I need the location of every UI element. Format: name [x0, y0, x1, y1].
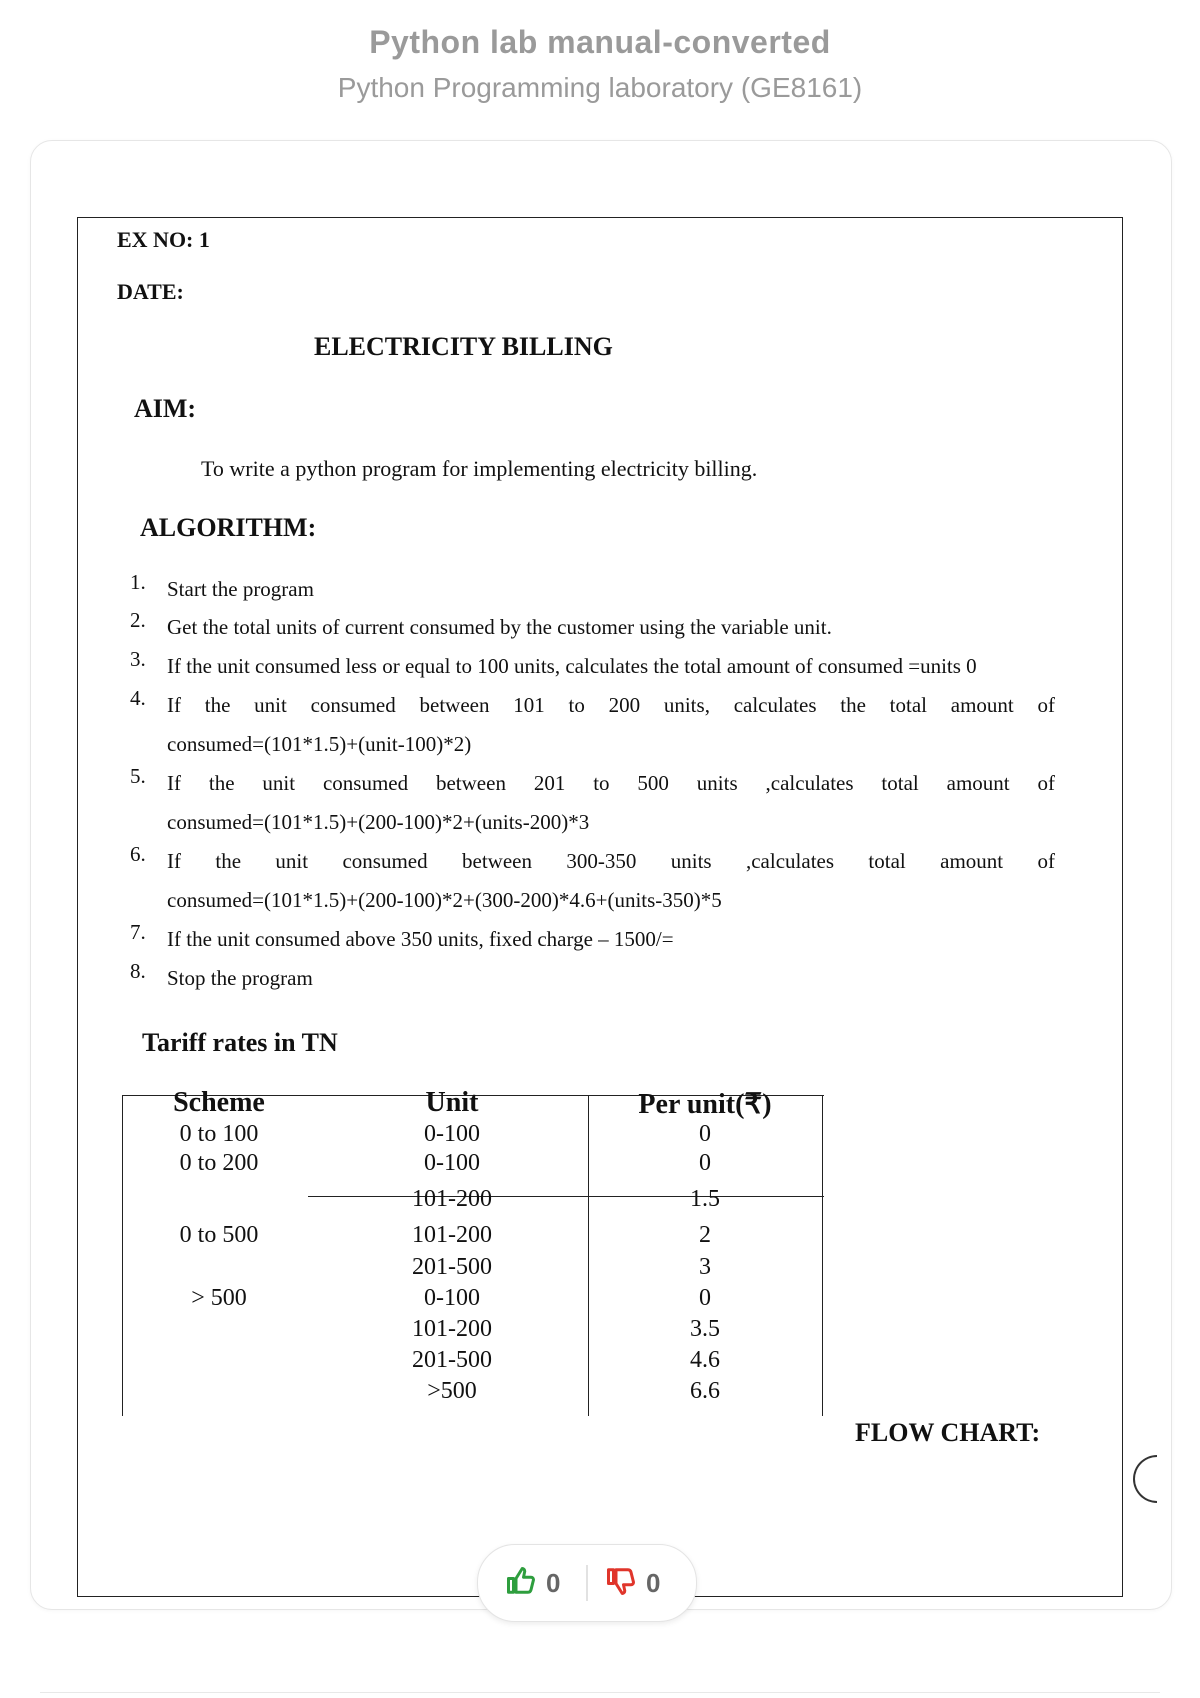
table-cell: 2	[699, 1222, 711, 1248]
list-number: 1.	[130, 570, 146, 594]
table-cell: 0	[699, 1285, 711, 1311]
upvote-button[interactable]	[506, 1563, 560, 1603]
table-cell: > 500	[191, 1285, 247, 1311]
list-text-cont: consumed=(101*1.5)+(200-100)*2+(300-200)*4.6+(units-350)*5	[167, 888, 722, 912]
list-number: 8.	[130, 959, 146, 983]
aim-text: To write a python program for implementing electricity billing.	[201, 456, 758, 481]
thumbs-down-icon	[606, 1566, 636, 1601]
list-text: If the unit consumed between 101 to 200 units, calculates the total amount of	[167, 693, 1055, 717]
list-number: 3.	[130, 647, 146, 671]
upvote-count: 0	[546, 1567, 561, 1598]
table-cell: 0 to 200	[179, 1150, 259, 1176]
list-number: 7.	[130, 920, 146, 944]
flow-chart-heading: FLOW CHART:	[855, 1418, 1041, 1447]
table-cell: 0	[699, 1150, 711, 1176]
list-text: If the unit consumed less or equal to 100 units, calculates the total amount of consumed =units 0	[167, 654, 977, 678]
list-text: If the unit consumed above 350 units, fixed charge – 1500/=	[167, 927, 674, 951]
list-number: 4.	[130, 686, 146, 710]
aim-heading: AIM:	[134, 394, 197, 423]
table-cell: 101-200	[412, 1316, 492, 1342]
doc-title: Python lab manual-converted	[369, 24, 831, 60]
table-cell: 3.5	[690, 1316, 720, 1342]
table-cell: 201-500	[412, 1254, 492, 1280]
col-header-rate: Per unit(₹)	[638, 1089, 772, 1120]
vote-separator	[586, 1565, 588, 1601]
bottom-divider	[40, 1692, 1160, 1693]
table-cell: >500	[427, 1378, 477, 1404]
list-text: If the unit consumed between 201 to 500 units ,calculates total amount of	[167, 771, 1055, 795]
list-number: 2.	[130, 608, 146, 632]
ex-no: EX NO: 1	[117, 227, 210, 252]
list-text: Start the program	[167, 577, 314, 601]
table-cell: 4.6	[690, 1347, 720, 1373]
table-cell: 0-100	[424, 1121, 480, 1147]
list-number: 5.	[130, 764, 146, 788]
list-text: If the unit consumed between 300-350 units ,calculates total amount of	[167, 849, 1055, 873]
downvote-button[interactable]	[606, 1563, 660, 1603]
table-cell: 0 to 100	[179, 1121, 259, 1147]
table-cell: 0-100	[424, 1150, 480, 1176]
algorithm-heading: ALGORITHM:	[140, 513, 317, 542]
downvote-count: 0	[646, 1567, 661, 1598]
table-cell: 0	[699, 1121, 711, 1147]
vote-pill	[477, 1544, 697, 1622]
table-cell: 3	[699, 1254, 711, 1280]
page-title: ELECTRICITY BILLING	[314, 332, 613, 361]
table-border-right	[822, 1095, 823, 1416]
table-cell: 0-100	[424, 1285, 480, 1311]
list-text: Stop the program	[167, 966, 313, 990]
doc-subtitle: Python Programming laboratory (GE8161)	[337, 72, 863, 103]
table-cell: 201-500	[412, 1347, 492, 1373]
date-label: DATE:	[117, 279, 184, 304]
list-text-cont: consumed=(101*1.5)+(200-100)*2+(units-200)*3	[167, 810, 590, 834]
table-cell: 101-200	[412, 1222, 492, 1248]
table-cell: 6.6	[690, 1378, 720, 1404]
tariff-table	[122, 1087, 824, 1416]
table-cell: 1.5	[690, 1186, 720, 1212]
table-cell: 101-200	[412, 1186, 492, 1212]
col-header-scheme: Scheme	[173, 1087, 265, 1118]
col-header-unit: Unit	[425, 1087, 479, 1118]
tariff-heading: Tariff rates in TN	[142, 1028, 338, 1057]
list-text: Get the total units of current consumed by the customer using the variable unit.	[167, 615, 832, 639]
thumbs-up-icon	[506, 1566, 536, 1601]
list-number: 6.	[130, 842, 146, 866]
list-text-cont: consumed=(101*1.5)+(unit-100)*2)	[167, 732, 472, 756]
table-cell: 0 to 500	[179, 1222, 259, 1248]
